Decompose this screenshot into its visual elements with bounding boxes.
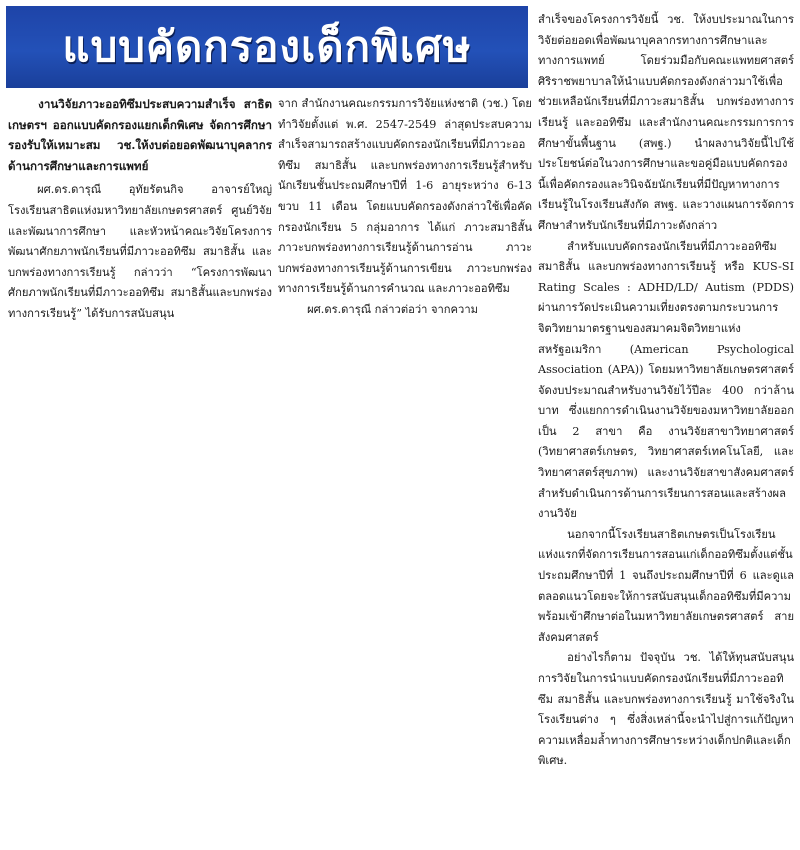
article-column-2 <box>278 94 532 364</box>
article-lead: งานวิจัยภาวะออทิซึมประสบความสำเร็จ สาธิตเกษตรฯ ออกแบบคัดกรองแยกเด็กพิเศษ จัดการศึกษารองรับให้เหมาะสม วช.ให้งบต่อยอดพัฒนาบุคลากรด้านการศึกษาและการแพทย์ <box>8 97 272 173</box>
paragraph: จาก สำนักงานคณะกรรมการวิจัยแห่งชาติ (วช.) โดยทำวิจัยตั้งแต่ พ.ศ. 2547-2549 ล่าสุดประสบความสำเร็จสามารถสร้างแบบคัดกรองนักเรียนที่มีภาวะออทิซึม สมาธิสั้น และบกพร่องทางการเรียนรู้สำหรับนักเรียนชั้นประถมศึกษาปีที่ 1-6 อายุระหว่าง 6-13 ขวบ 11 เดือน โดยแบบคัดกรองดังกล่าวใช้เพื่อคัดกรองนักเรียน 5 กลุ่มอาการ ได้แก่ ภาวะสมาธิสั้น ภาวะบกพร่องทางการเรียนรู้ด้านการอ่าน ภาวะบกพร่องทางการเรียนรู้ด้านการเขียน ภาวะบกพร่องทางการเรียนรู้ด้านการคำนวณ และภาวะออทิซึม <box>278 97 532 296</box>
headline: แบบคัดกรองเด็กพิเศษ <box>62 22 472 71</box>
paragraph: อย่างไรก็ตาม ปัจจุบัน วช. ได้ให้ทุนสนับสนุนการวิจัยในการนำแบบคัดกรองนักเรียนที่มีภาวะออทิซึม สมาธิสั้น และบกพร่องทางการเรียนรู้ มาใช้จริงในโรงเรียนต่าง ๆ ซึ่งสิ่งเหล่านี้จะนำไปสู่การแก้ปัญหาความเหลื่อมล้ำทางการศึกษาระหว่างเด็กปกติและเด็กพิเศษ. <box>538 651 794 768</box>
headline-banner <box>6 6 528 88</box>
paragraph: สำเร็จของโครงการวิจัยนี้ วช. ให้งบประมาณในการวิจัยต่อยอดเพื่อพัฒนาบุคลากรทางการศึกษาและทางการแพทย์ โดยร่วมมือกับคณะแพทยศาสตร์ศิริราชพยาบาลให้นำแบบคัดกรองดังกล่าวมาใช้เพื่อช่วยเหลือนักเรียนที่มีภาวะสมาธิสั้น บกพร่องทางการเรียนรู้ และออทิซึม และสำนักงานคณะกรรมการการศึกษาขั้นพื้นฐาน (สพฐ.) นำผลงานวิจัยนี้ไปใช้ประโยชน์ต่อในวงการศึกษาและขอคู่มือแบบคัดกรองนี้เพื่อคัดกรองและวินิจฉัยนักเรียนที่มีปัญหาทางการเรียนรู้ในโรงเรียนสังกัด สพฐ. และวางแผนการจัดการศึกษาสำหรับนักเรียนที่มีภาวะดังกล่าว <box>538 13 794 232</box>
paragraph: ผศ.ดร.ดารุณี อุทัยรัตนกิจ อาจารย์ใหญ่โรงเรียนสาธิตแห่งมหาวิทยาลัยเกษตรศาสตร์ ศูนย์วิจัยและพัฒนาการศึกษา และหัวหน้าคณะวิจัยโครงการพัฒนาศักยภาพนักเรียนที่มีภาวะออทิซึม สมาธิสั้น และบกพร่องทางการเรียนรู้ กล่าวว่า “โครงการพัฒนาศักยภาพนักเรียนที่มีภาวะออทิซึม สมาธิสั้นและบกพร่องทางการเรียนรู้” ได้รับการสนับสนุน <box>8 183 272 320</box>
paragraph: ผศ.ดร.ดารุณี กล่าวต่อว่า จากความ <box>307 302 478 316</box>
article-column-3 <box>538 10 794 846</box>
paragraph: สำหรับแบบคัดกรองนักเรียนที่มีภาวะออทิซึม สมาธิสั้น และบกพร่องทางการเรียนรู้ หรือ KUS-SI Rating Scales : ADHD/LD/ Autism (PDDS) ผ่านการวัดประเมินความเที่ยงตรงตามกระบวนการจิตวิทยามาตรฐานของสมาคมจิตวิทยาแห่งสหรัฐอเมริกา (American Psychological Association (APA)) โดยมหาวิทยาลัยเกษตรศาสตร์ จัดงบประมาณสำหรับงานวิจัยไว้ปีละ 400 กว่าล้านบาท ซึ่งแยกการดำเนินงานวิจัยของมหาวิทยาลัยออกเป็น 2 สาขา คือ งานวิจัยสาขาวิทยาศาสตร์ (วิทยาศาสตร์เกษตร, วิทยาศาสตร์เทคโนโลยี, และวิทยาศาสตร์สุขภาพ) และงานวิจัยสาขาสังคมศาสตร์ สำหรับดำเนินการด้านการเรียนการสอนและสร้างผลงานวิจัย <box>538 239 794 521</box>
paragraph: นอกจากนี้โรงเรียนสาธิตเกษตรเป็นโรงเรียนแห่งแรกที่จัดการเรียนการสอนแก่เด็กออทิซึมตั้งแต่ชั้นประถมศึกษาปีที่ 1 จนถึงประถมศึกษาปีที่ 6 และดูแลตลอดแนวโดยจะให้การสนับสนุนเด็กออทิซึมที่มีความพร้อมเข้าศึกษาต่อในมหาวิทยาลัยเกษตรศาสตร์ สายสังคมศาสตร์ <box>538 527 794 644</box>
article-column-1 <box>8 94 272 364</box>
